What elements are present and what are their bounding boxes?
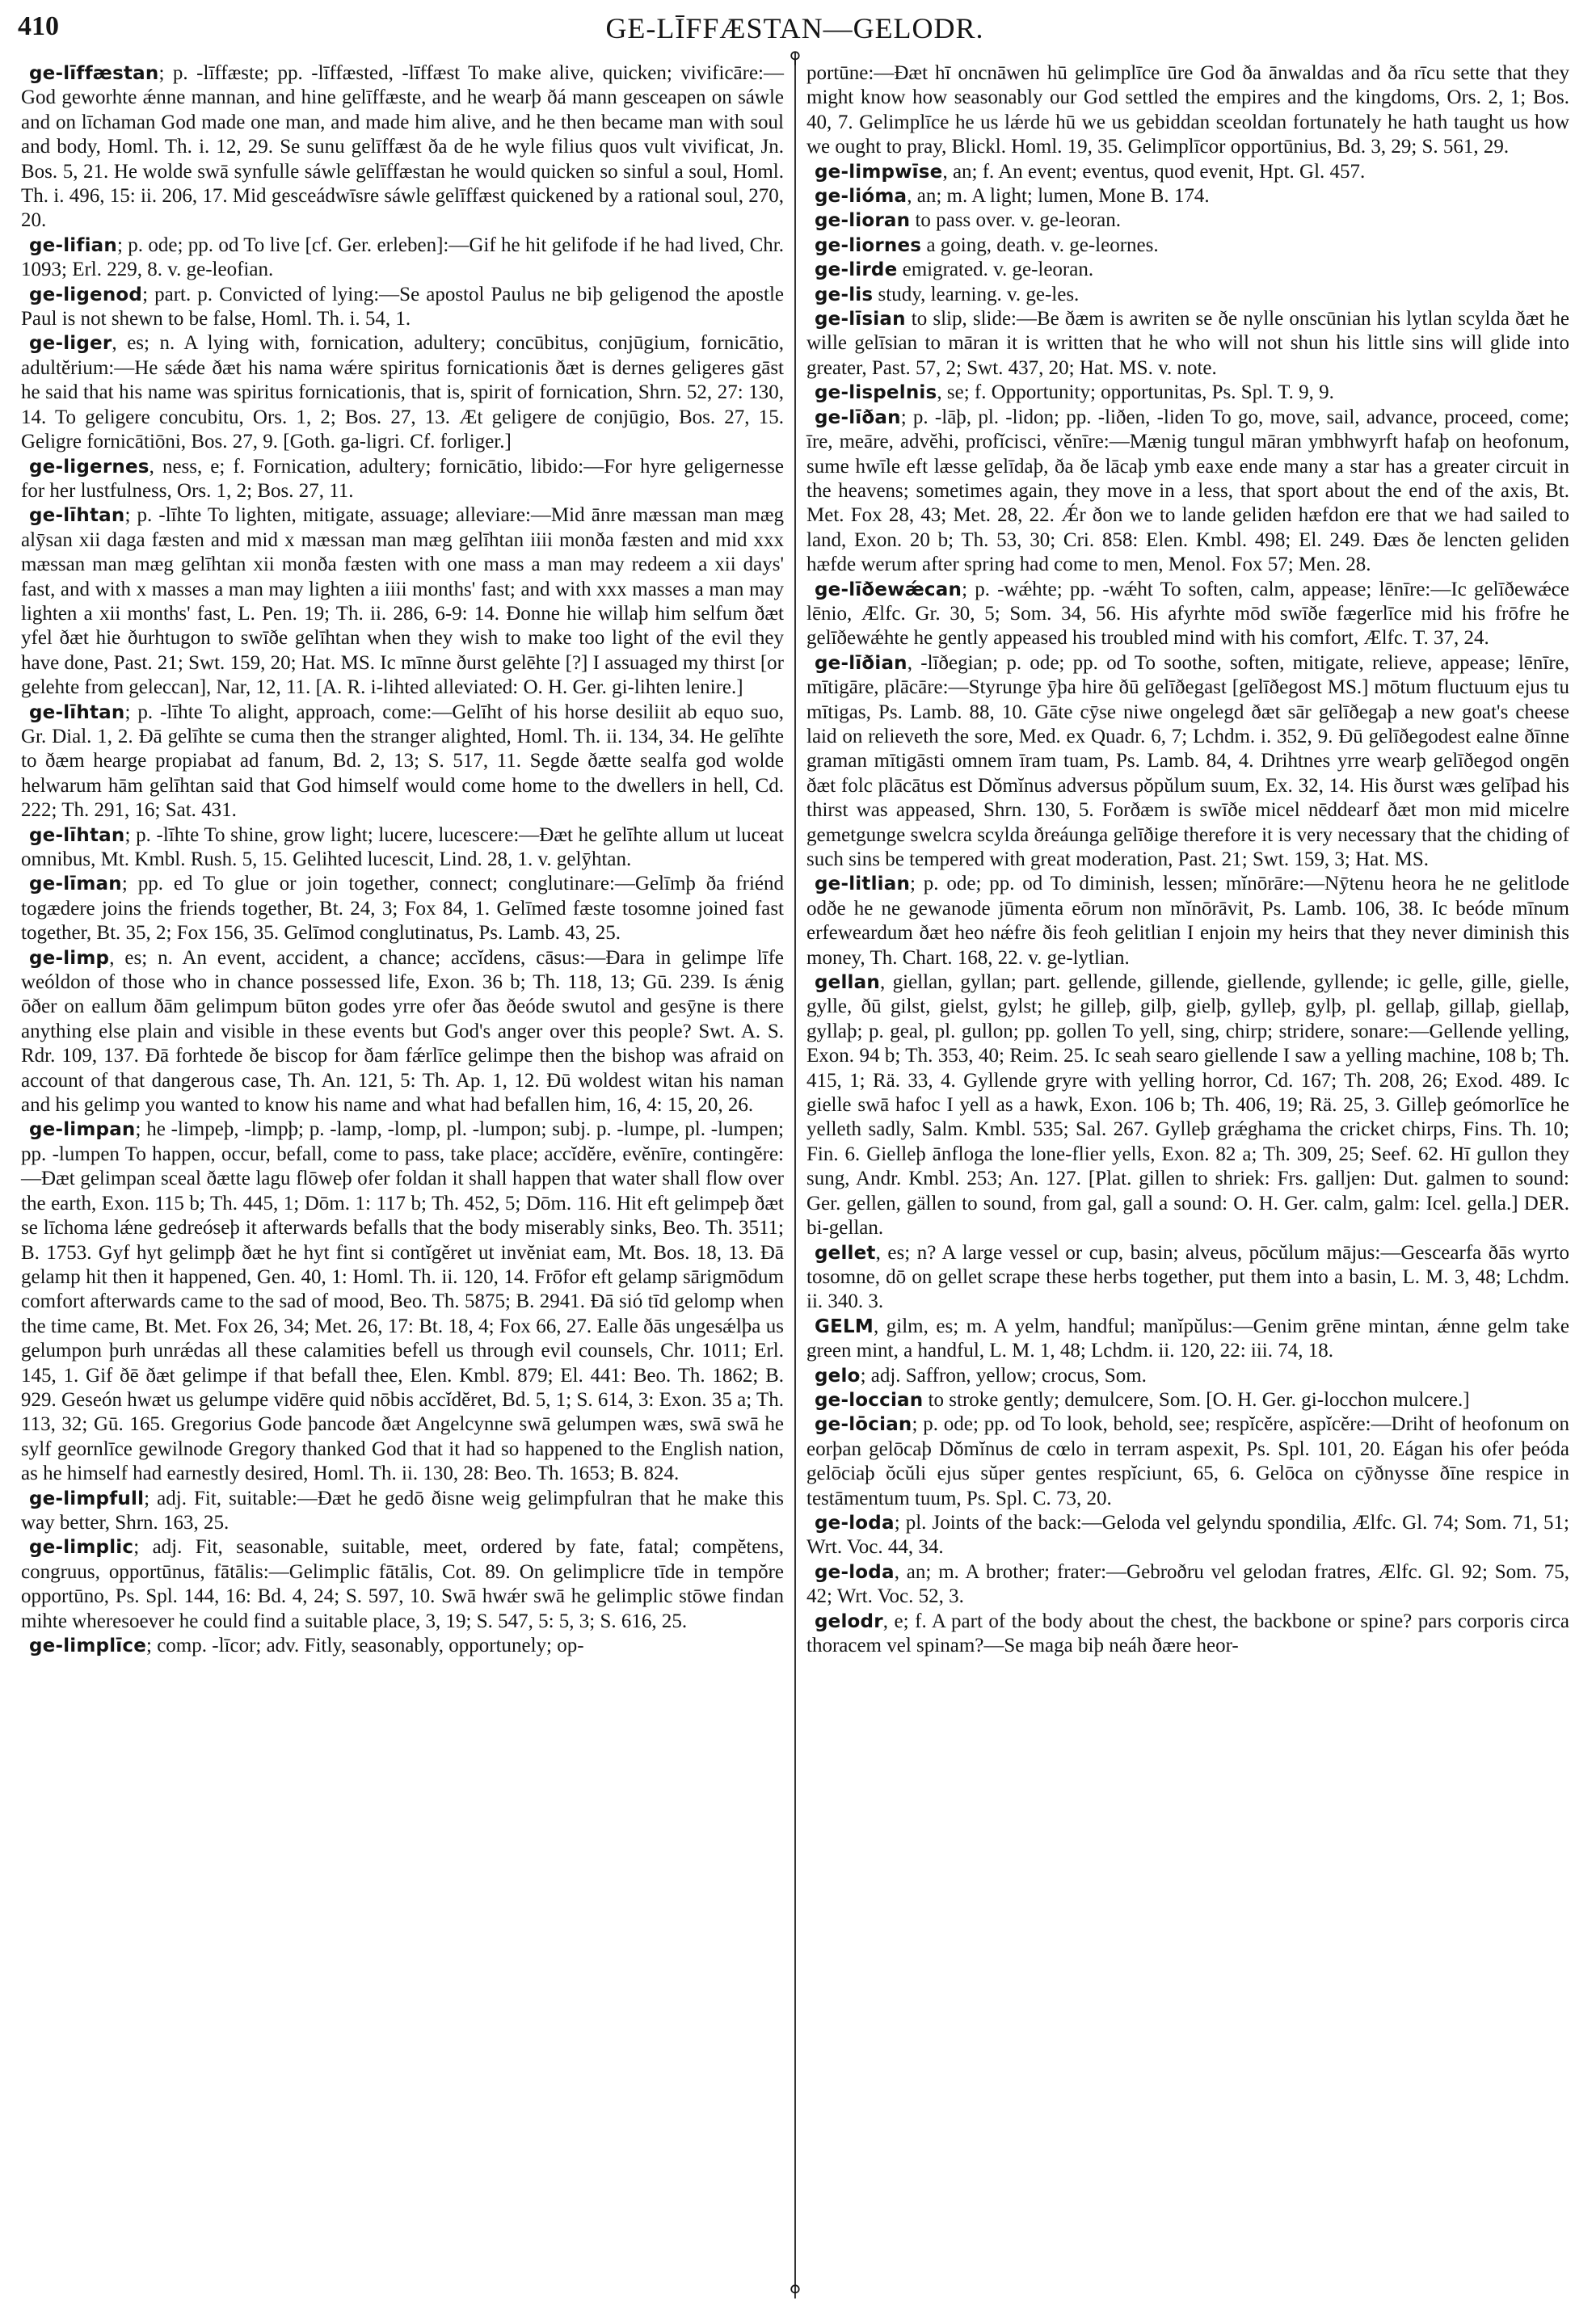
dictionary-entry [806, 184, 1569, 208]
headword: ge-lis [815, 284, 874, 305]
dictionary-entry [806, 1412, 1569, 1511]
entry-text: a going, death. v. ge-leornes. [921, 234, 1159, 256]
dictionary-entry [21, 1634, 784, 1658]
dictionary-entry [806, 1511, 1569, 1560]
dictionary-entry [806, 258, 1569, 282]
dictionary-entry [806, 1241, 1569, 1315]
entry-text: , es; n. An event, accident, a chance; accĭdens, cāsus:—Ðara in gelimpe līfe weóldon of those who in chance possessed life, Exon. 36 b; Th. 118, 13; Gū. 239. Is ǽnig ōðer on eallum ðām gelimpum būton godes yrre ofer ðas ðeóde swutol and gesȳne is there anything else plain and visible in these events but God's anger over this people? Swt. A. S. Rdr. 109, 137. Ðā forhtede ðe biscop for ðam fǽrlīce gelimpe then the bishop was afraid on account of that dangerous case, Th. An. 121, 5: Th. Ap. 1, 12. Ðū woldest witan his naman and his gelimp you wanted to know his name and what had befallen him, 16, 4: 15, 20, 26. [21, 946, 784, 1117]
entry-text: , an; m. A light; lumen, Mone B. 174. [907, 185, 1210, 208]
divider-ornament-top-icon: ⚲ [789, 49, 802, 67]
entry-text: to slip, slide:—Be ðæm is awriten se ðe nylle onscūnian his lytlan scylda ðæt he wille gelīsian to māran it is written that he who will not shun his little sins will glide into greater, Past. 57, 2; Swt. 437, 20; Hat. MS. v. note. [806, 308, 1569, 379]
entry-text: ; p. ode; pp. od To look, behold, see; respĭcĕre, aspĭcĕre:—Driht of heofonum on eorþan gelōcaþ Dŏmĭnus de cœlo in terram aspexit, Ps. Spl. 101, 20. Eágan his ofer þeóda gelōciaþ ŏcŭli ejus sŭper gentes respĭciunt, 65, 6. Gelōca on cȳðnysse ðīne respice in testāmentum tuum, Ps. Spl. C. 73, 20. [806, 1413, 1569, 1509]
headword: ge-limpfull [29, 1488, 145, 1509]
entry-text: , an; f. An event; eventus, quod evenit, Hpt. Gl. 457. [942, 160, 1366, 183]
headword: GELM [815, 1315, 874, 1337]
right-column [806, 61, 1569, 1658]
entry-text: , ness, e; f. Fornication, adultery; fornicātio, libido:—For hyre geligernesse for her lustfulness, Ors. 1, 2; Bos. 27, 11. [21, 455, 784, 502]
dictionary-entry [21, 234, 784, 283]
entry-text: study, learning. v. ge-les. [873, 283, 1080, 305]
headword: ge-līðan [815, 406, 901, 428]
headword: ge-lioran [815, 210, 911, 232]
entry-text: , es; n? A large vessel or cup, basin; alveus, pōcŭlum mājus:—Gescearfa ðās wyrto tosomne, dō on gellet scrape these herbs together, put them into a basin, L. M. 3, 48; Lchdm. ii. 340. 3. [806, 1241, 1569, 1313]
entry-text: ; adj. Saffron, yellow; crocus, Som. [860, 1364, 1147, 1387]
divider-ornament-bottom-icon: ⚲ [789, 2283, 802, 2300]
running-head: GE-LĪFFÆSTAN—GELODR. [605, 12, 984, 44]
headword: ge-lirde [815, 259, 898, 281]
dictionary-entry [806, 208, 1569, 233]
dictionary-entry [21, 283, 784, 332]
dictionary-entry [806, 1364, 1569, 1388]
dictionary-entry [806, 307, 1569, 381]
entry-text: , e; f. A part of the body about the chest, the backbone or spine? pars corporis circa thoracem vel spinam?—Se maga biþ neáh ðære heor- [806, 1610, 1569, 1656]
dictionary-entry [21, 1118, 784, 1486]
headword: gelo [815, 1365, 861, 1387]
headword: ge-ligenod [29, 284, 143, 305]
entry-text: , an; m. A brother; frater:—Gebroðru vel gelodan fratres, Ælfc. Gl. 92; Som. 75, 42; Wrt. Voc. 52, 3. [806, 1560, 1569, 1608]
headword: gellan [815, 972, 880, 994]
dictionary-entry [806, 872, 1569, 970]
dictionary-entry [21, 1487, 784, 1536]
headword: ge-līsian [815, 309, 906, 330]
entry-text: ; p. -līffæste; pp. -līffæsted, -līffæst To make alive, quicken; vivificāre:—God geworhte ǽnne mannan, and hine gelīffæste, and he wearþ ðá mann gesceapen on sáwle and on līchaman God made one man, and made him alive, and he then became man with soul and body, Homl. Th. i. 12, 29. Se sunu gelīffæst ða de he wyle filius quos vult vivificat, Jn. Bos. 5, 21. He wolde swā synfulle sáwle gelīffæstan he would quicken so sinful a soul, Homl. Th. i. 496, 15: ii. 206, 17. Mid gesceádwīsre sáwle gelīffæst quickened by a rational soul, 270, 20. [21, 62, 784, 232]
dictionary-entry [806, 578, 1569, 651]
entry-text: ; pl. Joints of the back:—Geloda vel gelyndu spondilia, Ælfc. Gl. 74; Som. 71, 51; Wrt. Voc. 44, 34. [806, 1511, 1569, 1559]
dictionary-entry [21, 701, 784, 823]
dictionary-entry [21, 61, 784, 234]
headword: ge-loda [815, 1561, 895, 1583]
headword: ge-līffæstan [29, 63, 159, 84]
entry-text: ; p. -wǽhte; pp. -wǽht To soften, calm, appease; lēnīre:—Ic gelīðewǽce lēnio, Ælfc. Gr. 30, 5; Som. 34, 56. His afyrhte mōd swīðe fægerlīce mid his frōfre he gelīðewǽhte he gently appeased his troubled mind with his comfort, Ælfc. T. 37, 24. [806, 578, 1569, 650]
dictionary-entry [806, 1560, 1569, 1610]
entry-text: ; p. -līhte To alight, approach, come:—Gelīht of his horse desiliit ab equo suo, Gr. Dial. 1, 2. Ðā gelīhte se cuma then the stranger alighted, Homl. Th. ii. 134, 34. He gelīhte to ðæm hearge propiabat ad fanum, Bd. 2, 13; S. 517, 11. Segde ðætte sealfa god wolde helwarum hām gelīhtan said that God himself would come home to the dwellers in hell, Cd. 222; Th. 291, 16; Sat. 431. [21, 701, 784, 822]
dictionary-entry [806, 651, 1569, 873]
entry-text: ; part. p. Convicted of lying:—Se apostol Paulus ne biþ geligenod the apostle Paul is not shewn to be false, Homl. Th. i. 54, 1. [21, 283, 784, 330]
entry-text: ; adj. Fit, seasonable, suitable, meet, ordered by fate, fatal; compĕtens, congruus, opportūnus, fātālis:—Gelimplic fātālis, Cot. 89. On gelimplicre tīde in tempŏre opportūno, Ps. Spl. 144, 16: Bd. 4, 24; S. 597, 10. Swā hwǽr swā he gelimplic stōwe findan mihte wheresoever he could find a suitable place, 3, 19; S. 547, 5: 5, 3; S. 616, 25. [21, 1536, 784, 1632]
entry-text: ; comp. -līcor; adv. Fitly, seasonably, opportunely; op- [146, 1635, 584, 1656]
entry-text: to stroke gently; demulcere, Som. [O. H. Ger. gi-locchon mulcere.] [923, 1388, 1470, 1411]
headword: ge-liornes [815, 234, 922, 256]
dictionary-entry [806, 160, 1569, 184]
headword: ge-līhtan [29, 824, 125, 846]
headword: ge-limp [29, 947, 110, 969]
headword: ge-limplīce [29, 1635, 147, 1656]
page-number: 410 [18, 11, 59, 41]
headword: ge-loccian [815, 1389, 924, 1411]
entry-text: ; p. -lāþ, pl. -lidon; pp. -liðen, -liden To go, move, sail, advance, proceed, come; īre, meāre, advĕhi, profĭcisci, vĕnīre:—Mænig tungul māran ymbhwyrft hafaþ on heofonum, sume hwīle eft læsse gelīdaþ, ða ðe lācaþ ymb eaxe ende many a star has a greater circuit in the heavens; sometimes again, they move in a less, that sport about the end of the axis, Bt. Met. Fox 28, 43; Met. 28, 22. Ǽr ðon we to lande geliden hæfdon ere that we had sailed to land, Exon. 20 b; Th. 53, 30; Cri. 858: Elen. Kmbl. 498; El. 249. Ðæs ðe lencten geliden hæfde werum after spring had come to men, Menol. Fox 57; Men. 28. [806, 406, 1569, 576]
dictionary-entry [21, 503, 784, 700]
dictionary-entry [806, 61, 1569, 160]
dictionary-entry [21, 331, 784, 454]
dictionary-entry [806, 234, 1569, 258]
entry-text: ; he -limpeþ, -limpþ; p. -lamp, -lomp, pl. -lumpon; subj. p. -lumpe, pl. -lumpen; pp. -lumpen To happen, occur, befall, come to pass, take place; accĭdĕre, evĕnīre, contingĕre:—Ðæt gelimpan sceal ðætte lagu flōweþ ofer foldan it shall happen that water shall flow over the earth, Exon. 115 b; Th. 445, 1; Dōm. 1: 117 b; Th. 452, 5; Dōm. 116. Hit eft gelimpeþ ðæt se līchoma lǽne gedreóseþ it afterwards befalls that the body miserably sinks, Beo. Th. 3511; B. 1753. Gyf hyt gelimpþ ðæt he hyt fint si contĭgĕret ut invĕniat eam, Mt. Bos. 18, 13. Ðā gelamp hit then it happened, Gen. 40, 1: Homl. Th. ii. 120, 14. Frōfor eft gelamp sārigmōdum comfort afterwards came to the sad of mood, Beo. Th. 5875; B. 2941. Ðā sió tīd gelomp when the time came, Bt. Met. Fox 26, 34; Met. 26, 17: Bt. 18, 4; Fox 66, 27. Ealle ðās ungesǽlþa us gelumpon þurh unrǽdas all these calamities befell us through evil counsels, Chr. 1011; Erl. 145, 1. Gif ðē ðæt gelimpe if that befall thee, Elen. Kmbl. 879; El. 441: Beo. Th. 1862; B. 929. Geseón hwæt us gelumpe vidēre quid nōbis accĭdĕret, Bd. 5, 1; S. 614, 3: Exon. 35 a; Th. 113, 32; Gū. 165. Gregorius Gode þancode ðæt Angelcynne swā gelumpen wæs, swā swā he sylf geornlīce gewilnode Gregory thanked God that it had so happened to the English nation, as he himself had earnestly desired, Homl. Th. ii. 130, 28: Beo. Th. 1653; B. 824. [21, 1118, 784, 1485]
headword: ge-līman [29, 873, 122, 895]
dictionary-entry [21, 872, 784, 945]
entry-text: ; p. -līhte To shine, grow light; lucere, lucescere:—Ðæt he gelīhte allum ut luceat omnibus, Mt. Kmbl. Rush. 5, 15. Gelihted lucescit, Lind. 28, 1. v. gelȳhtan. [21, 823, 784, 870]
entry-text: ; adj. Fit, suitable:—Ðæt he gedō ðisne weig gelimpfulran that he make this way better, Shrn. 163, 25. [21, 1487, 784, 1534]
entry-text: ; pp. ed To glue or join together, connect; conglutinare:—Gelīmþ ða friénd togædere joins the friends together, Bt. 24, 3; Fox 84, 1. Gelīmed fæste tosomne joined fast together, Bt. 35, 2; Fox 156, 35. Gelīmod conglutinatus, Ps. Lamb. 43, 25. [21, 873, 784, 945]
dictionary-entry [806, 1388, 1569, 1412]
dictionary-entry [21, 455, 784, 504]
headword: ge-loda [815, 1512, 895, 1534]
headword: ge-liger [29, 333, 112, 355]
headword: gelodr [815, 1610, 883, 1632]
entry-text: , giellan, gyllan; part. gellende, gillende, giellende, gyllende; ic gelle, gille, gielle, gylle, ðū gilst, gielst, gylst; he gilleþ, gilþ, gielþ, gylleþ, gylþ, pl. gellaþ, gillaþ, giellaþ, gyllaþ; p. geal, pl. gullon; pp. gollen To yell, sing, chirp; stridere, sonare:—Gellende yelling, Exon. 94 b; Th. 353, 40; Reim. 25. Ic seah searo giellende I saw a yelling machine, 108 b; Th. 415, 1; Rä. 33, 4. Gyllende gryre with yelling horror, Cd. 167; Th. 208, 26; Exod. 489. Ic gielle swā hafoc I yell as a hawk, Exon. 106 b; Th. 406, 19; Rä. 25, 3. Gilleþ geómorlīce he yelleth sadly, Salm. Kmbl. 535; Sal. 267. Gylleþ grǽghama the cricket chirps, Fins. Th. 10; Fin. 6. Gielleþ ānfloga the lone-flier yells, Exon. 82 a; Th. 309, 25; Seef. 62. Hī gullon they sung, Andr. Kmbl. 253; An. 127. [Plat. gillen to shriek: Frs. galljen: Dut. galmen to sound: Ger. gellen, gällen to sound, from gal, gall a sound: O. H. Ger. calm, galm: Icel. gella.] DER. bi-gellan. [806, 971, 1569, 1240]
headword: ge-limplic [29, 1537, 134, 1559]
entry-text: , es; n. A lying with, fornication, adultery; concūbitus, conjūgium, fornicātio, adultĕrium:—He sǽde ðæt his nama wǽre spiritus fornicationis ðæt is dernes geligeres gāst he said that his name was spiritus fornicationis, that is, spirit of fornication, Shrn. 52, 27: 130, 14. To geligere concubitu, Ors. 1, 2; Bos. 27, 13. Æt geligere de conjūgio, Bos. 27, 15. Geligre fornicātiōni, Bos. 27, 9. [Goth. ga-ligri. Cf. forliger.] [21, 332, 784, 453]
dictionary-entry [21, 823, 784, 873]
headword: ge-lispelnis [815, 382, 937, 404]
entry-text: , se; f. Opportunity; opportunitas, Ps. Spl. T. 9, 9. [937, 381, 1334, 404]
entry-text: ; p. -līhte To lighten, mitigate, assuage; alleviare:—Mid ānre mæssan man mæg alȳsan xii daga fæsten and mid x mæssan man mæg gelīhtan iiii monða fæsten and mid xxx mæssan man mæg gelīhtan xii monða fæsten with one mass a man may redeem a xii days' fast, and with x masses a man may lighten a iiii months' fast; and with xxx masses a man may lighten a xii months' fast, L. Pen. 19; Th. ii. 286, 6-9: 14. Ðonne hie willaþ him selfum ðæt yfel ðæt hie ðurhtugon to swīðe gelīhtan when they wish to make too light of the evil they have done, Past. 21; Swt. 159, 20; Hat. MS. Ic mīnne ðurst gelēhte [?] I assuaged my thirst [or gelehte from geleccan], Nar, 12, 11. [A. R. i-lihted alleviated: O. H. Ger. gi-lihten lenire.] [21, 504, 784, 699]
headword: ge-limpan [29, 1119, 136, 1141]
dictionary-entry [806, 1610, 1569, 1659]
dictionary-entry [806, 283, 1569, 307]
headword: ge-lōcian [815, 1414, 912, 1436]
entry-text: to pass over. v. ge-leoran. [910, 209, 1122, 232]
headword: ge-līhtan [29, 505, 125, 527]
dictionary-entry [21, 1535, 784, 1634]
left-column [21, 61, 784, 1658]
entry-text: , -līðegian; p. ode; pp. od To soothe, soften, mitigate, relieve, appease; lēnīre, mītigāre, plācāre:—Styrunge ȳþa hire ðū gelīðegast [gelīðegost MS.] mōtum fluctuum ejus tu mītigas, Ps. Lamb. 88, 10. Gāte cȳse niwe ongelegd ðæt sār gelīðegaþ a new goat's cheese laid on relieveth the sore, Med. ex Quadr. 6, 7; Lchdm. i. 352, 9. Ðū gelīðegodest ealne ðīnne graman mītigāsti omnem īram tuam, Ps. Lamb. 84, 4. Drihtnes yrre wearþ gelīðegod ongēn ðæt folc plācātus est Dŏmĭnus adversus pŏpŭlum suum, Ex. 32, 14. His ðurst wæs gelīþad his thirst was appeased, Shrn. 130, 5. Forðæm is swīðe micel nēddearf ðæt mon mid micelre gemetgunge swelcra scylda ðreáunga gelīðige therefore it is very necessary that the chiding of such sins be tempered with great moderation, Past. 21; Swt. 159, 3; Hat. MS. [806, 651, 1569, 870]
headword: ge-līðian [815, 652, 907, 674]
dictionary-entry [806, 970, 1569, 1240]
entry-text: ; p. ode; pp. od To diminish, lessen; mĭnōrāre:—Nȳtenu heora he ne gelitlode odðe he ne gewanode jūmenta eōrum non mĭnōrāvit, Ps. Lamb. 106, 38. Ic beóde mīnum erfeweardum ðæt heo nǽfre ðis feoh gelitlian I enjoin my heirs that they never diminish this money, Th. Chart. 168, 22. v. ge-lytlian. [806, 873, 1569, 969]
headword: ge-līhtan [29, 701, 125, 723]
headword: ge-lióma [815, 186, 907, 208]
headword: ge-litlian [815, 873, 911, 895]
headword: ge-ligernes [29, 456, 149, 478]
entry-text: , gilm, es; m. A yelm, handful; manĭpŭlus:—Genim grēne mintan, ǽnne gelm take green mint, a handful, L. M. 1, 48; Lchdm. ii. 120, 22: iii. 74, 18. [806, 1315, 1569, 1362]
column-divider [794, 52, 796, 2293]
headword: ge-līðewǽcan [815, 579, 962, 600]
entry-text: portūne:—Ðæt hī oncnāwen hū gelimplīce ūre God ða ānwaldas and ða rīcu sette that they might know how seasonably our God settled the empires and the kingdoms, Ors. 2, 1; Bos. 40, 7. Gelimplīce he us lǽrde hū we us gebiddan sceoldan fortunately he hath taught us how we ought to pray, Blickl. Homl. 19, 35. Gelimplīcor opportūnius, Bd. 3, 29; S. 561, 29. [806, 62, 1569, 158]
dictionary-entry [21, 946, 784, 1118]
headword: ge-limpwīse [815, 161, 943, 183]
dictionary-entry [806, 1315, 1569, 1364]
entry-text: emigrated. v. ge-leoran. [897, 259, 1094, 281]
headword: ge-lifian [29, 234, 117, 256]
page-header [18, 11, 1572, 52]
dictionary-entry [806, 381, 1569, 405]
headword: gellet [815, 1242, 876, 1264]
dictionary-entry [806, 406, 1569, 578]
entry-text: ; p. ode; pp. od To live [cf. Ger. erleben]:—Gif he hit gelifode if he had lived, Chr. 1093; Erl. 229, 8. v. ge-leofian. [21, 234, 784, 281]
